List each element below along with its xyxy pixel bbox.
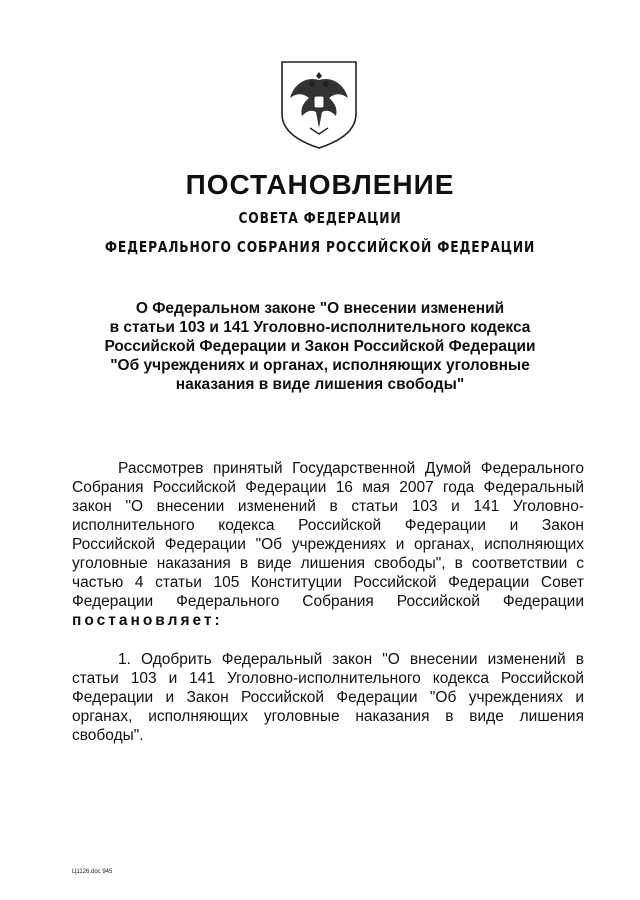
preamble-line: Российской Федерации "Об учреждениях и органах, исполняющих xyxy=(72,536,584,553)
preamble-line: Собрания Российской Федерации 16 мая 2007 года Федеральный xyxy=(72,479,584,496)
item-line: органах, исполняющих уголовные наказания в виде лишения xyxy=(72,708,584,725)
resolves-keyword: постановляет: xyxy=(72,612,223,629)
item-line: свободы". xyxy=(72,727,144,744)
preamble-line: уголовные наказания в виде лишения свободы", в соответствии с xyxy=(72,555,584,572)
file-reference: Ц1126.doc 945 xyxy=(72,869,113,875)
document-subject xyxy=(60,299,580,394)
item-line: Федерации и Закон Российской Федерации "Об учреждениях и xyxy=(72,689,584,706)
preamble-line: закон "О внесении изменений в статьи 103 и 141 Уголовно- xyxy=(72,498,584,515)
preamble-line: Рассмотрев принятый Государственной Думой Федерального xyxy=(118,460,584,477)
item-line: 1. Одобрить Федеральный закон "О внесении изменений в xyxy=(118,651,584,668)
subject-line: О Федеральном законе "О внесении изменений xyxy=(135,300,505,317)
subject-line: наказания в виде лишения свободы" xyxy=(175,376,465,393)
subject-line: "Об учреждениях и органах, исполняющих уголовные xyxy=(110,357,530,374)
issuer-line-2: ФЕДЕРАЛЬНОГО СОБРАНИЯ РОССИЙСКОЙ ФЕДЕРАЦИИ xyxy=(104,238,536,256)
coat-of-arms-emblem xyxy=(276,58,362,150)
preamble-line: исполнительного кодекса Российской Федерации и Закон xyxy=(72,517,584,534)
subject-line: Российской Федерации и Закон Российской Федерации xyxy=(104,338,536,355)
item-line: статьи 103 и 141 Уголовно-исполнительного кодекса Российской xyxy=(72,670,584,687)
preamble-line: Федерации Федерального Собрания Российской Федерации xyxy=(72,593,584,610)
preamble-line: частью 4 статьи 105 Конституции Российской Федерации Совет xyxy=(72,574,584,591)
document-title: ПОСТАНОВЛЕНИЕ xyxy=(185,169,455,200)
issuer-line-1: СОВЕТА ФЕДЕРАЦИИ xyxy=(238,209,402,227)
subject-line: в статьи 103 и 141 Уголовно-исполнительного кодекса xyxy=(109,319,531,336)
